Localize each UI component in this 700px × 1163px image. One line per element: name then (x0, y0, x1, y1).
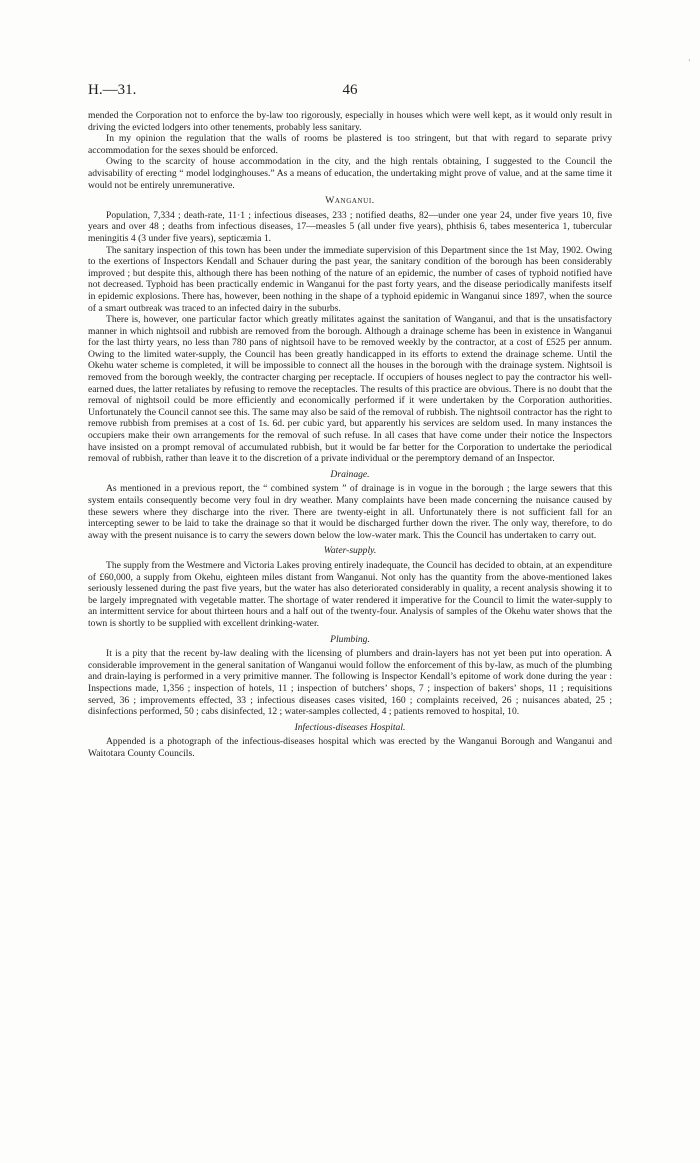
paragraph: The sanitary inspection of this town has been under the immediate supervision of this Department since the 1st May, 1902. Owing to the exertions of Inspectors Kendall and Schauer during the past year, the sanitary condition of the borough has been considerably improved ; but despite this, although there has been nothing of the nature of an epidemic, the number of cases of typhoid notified have not decreased. Typhoid has been practically endemic in Wanganui for the past forty years, and the disease periodically manifests itself in epidemic explosions. There has, however, been nothing in the shape of a typhoid epidemic in Wanganui since 1897, when the source of a smart outbreak was traced to an infected dairy in the suburbs. (88, 244, 612, 314)
paragraph: mended the Corporation not to enforce the by-law too rigorously, especially in houses which were well kept, as it would only result in driving the evicted lodgers into other tenements, probably less sanitary. (88, 110, 612, 133)
paragraph: Population, 7,334 ; death-rate, 11·1 ; infectious diseases, 233 ; notified deaths, 82—under one year 24, under five years 10, five years and over 48 ; deaths from infectious diseases, 17—measles 5 (all under five years), phthisis 6, tabes mesenterica 1, tubercular meningitis 4 (3 under five years), septicæmia 1. (88, 209, 612, 244)
section-heading-wanganui: Wanganui. (325, 195, 375, 207)
paragraph: There is, however, one particular factor which greatly militates against the sanitation of Wanganui, and that is the unsatisfactory manner in which nightsoil and rubbish are removed from the borough. Although a drainage scheme has been in existence in Wanganui for the last thirty years, no less than 780 pans of nightsoil have to be removed weekly by the contractor, at a cost of £525 per annum. Owing to the limited water-supply, the Council has been greatly handicapped in its efforts to extend the drainage scheme. Until the Okehu water scheme is completed, it will be impossible to connect all the houses in the borough with the drainage system. Nightsoil is removed from the borough weekly, the contracter charging per receptacle. If occupiers of houses neglect to pay the contractor his well-earned dues, the latter retaliates by refusing to remove the receptacles. The results of this practice are obvious. There is no doubt that the removal of nightsoil could be more efficiently and economically performed if it were undertaken by the Corporation authorities. Unfortunately the Council cannot see this. The same may also be said of the removal of rubbish. The nightsoil contractor has the right to remove rubbish from premises at a cost of 1s. 6d. per cubic yard, but apparently his services are seldom used. In many instances the occupiers make their own arrangements for the removal of such refuse. In all cases that have come under their notice the Inspectors have insisted on a prompt removal of accumulated rubbish, but it would be far better for the Corporation to undertake the periodical removal of rubbish, rather than leave it to the discretion of a private individual or the peremptory demand of an Inspector. (88, 314, 612, 465)
section-heading-plumbing: Plumbing. (330, 633, 370, 645)
paragraph: As mentioned in a previous report, the “ combined system ” of drainage is in vogue in the borough ; the large sewers that this system entails consequently become very foul in dry weather. Many complaints have been made concerning the nuisance caused by these sewers where they discharge into the river. There are twenty-eight in all. Unfortunately there is not sufficient fall for an intercepting sewer to be laid to take the drainage so that it would be discharged further down the river. The only way, therefore, to do away with the present nuisance is to carry the sewers down below the low-water mark. This the Council has undertaken to carry out. (88, 483, 612, 541)
section-heading-hospital: Infectious-diseases Hospital. (294, 721, 406, 733)
report-code: H.—31. (88, 82, 137, 98)
running-header (88, 82, 612, 104)
paragraph: Appended is a photograph of the infectious-diseases hospital which was erected by the Wanganui Borough and Wanganui and Waitotara County Councils. (88, 736, 612, 759)
section-heading-water-supply: Water-supply. (323, 545, 377, 557)
section-heading-drainage: Drainage. (330, 468, 370, 480)
paragraph: The supply from the Westmere and Victoria Lakes proving entirely inadequate, the Council has decided to obtain, at an expenditure of £60,000, a supply from Okehu, eighteen miles distant from Wanganui. Not only has the quantity from the above-mentioned lakes seriously lessened during the past five years, but the water has also deteriorated considerably in quality, a recent analysis showing it to be largely impregnated with vegetable matter. The shortage of water rendered it imperative for the Council to limit the water-supply to an intermittent service for about thirteen hours and a half out of the twenty-four. Analysis of samples of the Okehu water shows that the town is shortly to be supplied with excellent drinking-water. (88, 559, 612, 629)
margin-mark: ' (688, 58, 690, 67)
paragraph: It is a pity that the recent by-law dealing with the licensing of plumbers and drain-layers has not yet been put into operation. A considerable improvement in the general sanitation of Wanganui would follow the enforcement of this by-law, as much of the plumbing and drain-laying is performed in a very primitive manner. The following is Inspector Kendall’s epitome of work done during the year : Inspections made, 1,356 ; inspection of hotels, 11 ; inspection of butchers’ shops, 7 ; inspection of bakers’ shops, 11 ; requisitions served, 36 ; improvements effected, 33 ; infectious diseases cases visited, 160 ; complaints received, 26 ; nuisances abated, 25 ; disinfections performed, 50 ; cabs disinfected, 12 ; water-samples collected, 4 ; patients removed to hospital, 10. (88, 648, 612, 718)
document-body (88, 110, 612, 759)
paragraph: Owing to the scarcity of house accommodation in the city, and the high rentals obtaining, I suggested to the Council the advisability of erecting “ model lodginghouses.” As a means of education, the undertaking might prove of value, and at the same time it would not be entirely unremunerative. (88, 156, 612, 191)
paragraph: In my opinion the regulation that the walls of rooms be plastered is too stringent, but that with regard to separate privy accommodation for the sexes should be enforced. (88, 133, 612, 156)
page-number: 46 (342, 82, 358, 98)
